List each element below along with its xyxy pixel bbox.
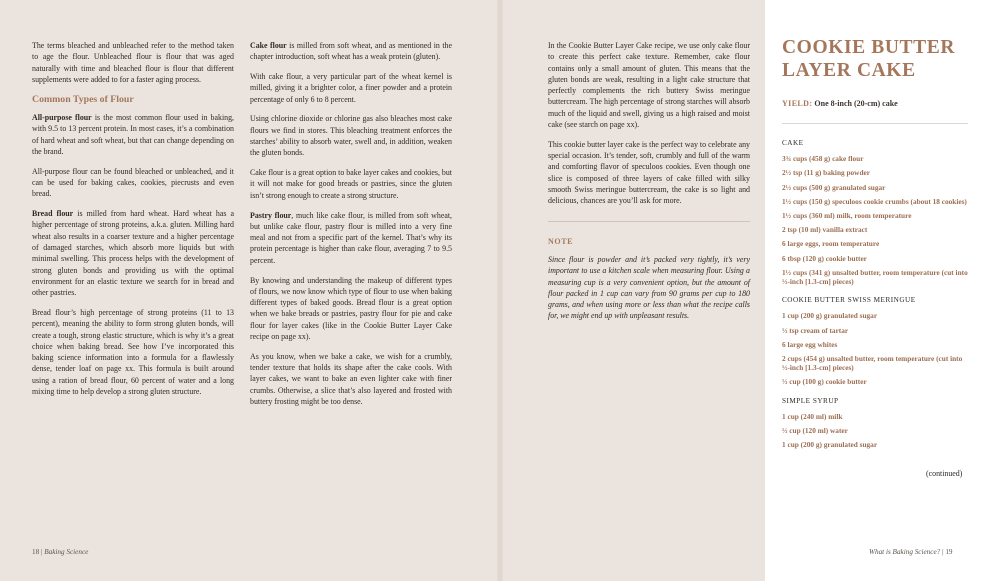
- left-column-1: [32, 40, 234, 406]
- ingredient-item: 6 large egg whites: [782, 339, 838, 349]
- paragraph: With cake flour, a very particular part of the wheat kernel is milled, giving it a brighter color, a finer powder and a protein percentage of only 6 to 8 percent.: [250, 72, 452, 104]
- ingredient-item: ½ cup (120 ml) water: [782, 426, 848, 436]
- recipe-yield: [782, 99, 898, 108]
- note-divider: [548, 221, 750, 222]
- ingredient-item: 1 cup (200 g) granulated sugar: [782, 440, 878, 450]
- ingredient-section-heading: SIMPLE SYRUP: [782, 396, 839, 405]
- section-heading: Common Types of Flour: [32, 93, 134, 105]
- book-gutter: [497, 0, 503, 581]
- term-bread-flour: Bread flour: [32, 209, 74, 219]
- yield-value: One 8-inch (20-cm) cake: [814, 99, 898, 108]
- note-text: Since flour is powder and it’s packed very tightly, it’s very important to use a kitchen scale when measuring flour. Using a measuring cup is a very convenient option, but the amount of flour packed in 1 cup can vary from 90 grams per cup to 180 grams, and when using more or less than what the recipe calls for, we might end up with unpleasant results.: [548, 254, 750, 321]
- ingredient-item: 1 cup (240 ml) milk: [782, 411, 843, 421]
- paragraph: [32, 208, 234, 298]
- ingredient-item: 2½ tsp (11 g) baking powder: [782, 168, 870, 178]
- paragraph-text: , much like cake flour, is milled from soft wheat, but unlike cake flour, pastry flour is milled into a very fine meal and not from a specific part of the kernel. That’s why its protein percentage is higher than cake flour, averaging 7 to 9.5 percent.: [250, 210, 452, 265]
- paragraph: As you know, when we bake a cake, we wish for a crumbly, tender texture that holds its shape after the cake cools. With layer cakes, we want to bake an even lighter cake with finer crumbs. Otherwise, a slice that’s also layered and frosted with buttery frosting might be too dense.: [250, 351, 452, 407]
- term-pastry-flour: Pastry flour: [250, 210, 292, 220]
- paragraph-text: is milled from hard wheat. Hard wheat has a higher percentage of strong proteins, a.k.a. gluten. Milling hard wheat also results in a coarser texture and a higher percentage of damaged starches, which absorb more liquids but with minimal swelling. This process helps with the development of strong gluten bonds and providing us with the optimal environment for an elastic texture we search for in bread and other pastries.: [32, 209, 234, 298]
- ingredient-item: 6 large eggs, room temperature: [782, 239, 880, 249]
- ingredient-item: 6 tbsp (120 g) cookie butter: [782, 253, 867, 263]
- footer-separator: |: [942, 548, 944, 556]
- left-footer: [32, 548, 88, 556]
- yield-label: YIELD:: [782, 99, 813, 108]
- ingredient-item: 2 cups (454 g) unsalted butter, room temperature (cut into ½-inch [1.3-cm] pieces): [782, 354, 963, 373]
- left-column-2: [250, 40, 452, 416]
- ingredient-item: 2½ cups (500 g) granulated sugar: [782, 182, 886, 192]
- ingredient-item: 2 tsp (10 ml) vanilla extract: [782, 225, 868, 235]
- page-number: 18: [32, 548, 40, 556]
- ingredient-item: ⅓ cup (100 g) cookie butter: [782, 377, 867, 387]
- paragraph: By knowing and understanding the makeup of different types of flours, we now know which type of flour to use when baking different types of baked goods. Bread flour is a great option when we bake breads or pastries, pastry flour for pie and cake flour for layer cakes (like in the Cookie Butter Layer Cake recipe on page xx).: [250, 275, 452, 342]
- paragraph-text: is the most common flour used in baking, with 9.5 to 13 percent protein. In most cases, it’s a combination of hard wheat and soft wheat, but that can change depending on the brand.: [32, 112, 234, 156]
- ingredient-item: 1½ cups (341 g) unsalted butter, room temperature (cut into ½-inch [1.3-cm] pieces): [782, 267, 968, 287]
- continued-label: (continued): [926, 469, 963, 478]
- ingredient-item: 1½ cups (150 g) speculoos cookie crumbs (about 18 cookies): [782, 196, 967, 206]
- paragraph: The terms bleached and unbleached refer to the method taken to age the flour. Unbleached flour is flour that was aged naturally with time and bleached flour is flour that different supplements were added to for a faster aging process.: [32, 41, 234, 84]
- ingredient-item: 1½ cups (360 ml) milk, room temperature: [782, 211, 912, 221]
- term-cake-flour: Cake flour: [250, 41, 287, 50]
- paragraph: [250, 210, 452, 266]
- recipe-title: COOKIE BUTTER LAYER CAKE: [782, 37, 956, 81]
- yield-divider: [782, 123, 968, 124]
- ingredient-item: 3¾ cups (458 g) cake flour: [782, 154, 864, 164]
- ingredient-item: 1 cup (200 g) granulated sugar: [782, 311, 878, 321]
- paragraph: Bread flour’s high percentage of strong proteins (11 to 13 percent), meaning the ability to form strong gluten bonds, will create a tough, strong elastic structure, which is why it’s a great choice when baking bread. See how I’ve incorporated this baking science information into a formula for a flawlessly dense, tender loaf on page xx. This formula is built around using a ration of bread flour, 60 percent of water and a long mixing time to help develop a strong gluten structure.: [32, 307, 234, 397]
- page-number: 19: [945, 548, 953, 556]
- paragraph-text: is milled from soft wheat, and as mentioned in the chapter introduction, soft wheat has a weak protein (gluten).: [250, 41, 452, 62]
- paragraph: [250, 40, 452, 63]
- right-footer: [869, 548, 953, 556]
- ingredient-section-heading: COOKIE BUTTER SWISS MERINGUE: [782, 296, 916, 305]
- running-title: What is Baking Science?: [869, 548, 941, 556]
- ingredient-section-heading: CAKE: [782, 139, 804, 147]
- paragraph: In the Cookie Butter Layer Cake recipe, we use only cake flour to create this perfect cake texture. Remember, cake flour contains only a small amount of gluten. This means that the gluten bonds are weak, resulting in a light cake structure that perfectly complements the rich buttery Swiss meringue buttercream. The high percentage of strong starches will absorb much of the liquid and swell, giving us a high raised and moist cake (see starch on page xx).: [548, 41, 750, 130]
- ingredient-item: ½ tsp cream of tartar: [782, 325, 849, 335]
- paragraph: Using chlorine dioxide or chlorine gas also bleaches most cake flours we find in stores. This bleaching treatment enforces the starches’ ability to absorb water, swell and, in addition, weaken the gluten bonds.: [250, 114, 452, 158]
- term-all-purpose: All-purpose flour: [32, 112, 92, 122]
- paragraph: All-purpose flour can be found bleached or unbleached, and it can be used for baking cakes, cookies, piecrusts and even bread.: [32, 166, 234, 199]
- footer-separator: |: [40, 548, 43, 556]
- paragraph: Cake flour is a great option to bake layer cakes and cookies, but it will not make for good breads or pastries, since the gluten isn’t strong enough to create a strong structure.: [250, 168, 452, 200]
- paragraph: [32, 112, 234, 157]
- paragraph: This cookie butter layer cake is the perfect way to celebrate any special occasion. It’s tender, soft, crumbly and full of the warm and comforting flavor of speculoos cookies. Even though one slice is composed of three layers of cake filled with silky smooth Swiss meringue buttercream, the cake is so light and delicious, chances are you’ll ask for more.: [548, 139, 750, 206]
- running-title: Baking Science: [44, 548, 89, 556]
- note-heading: NOTE: [548, 236, 574, 246]
- ingredients: [782, 139, 970, 454]
- right-column: [548, 40, 750, 330]
